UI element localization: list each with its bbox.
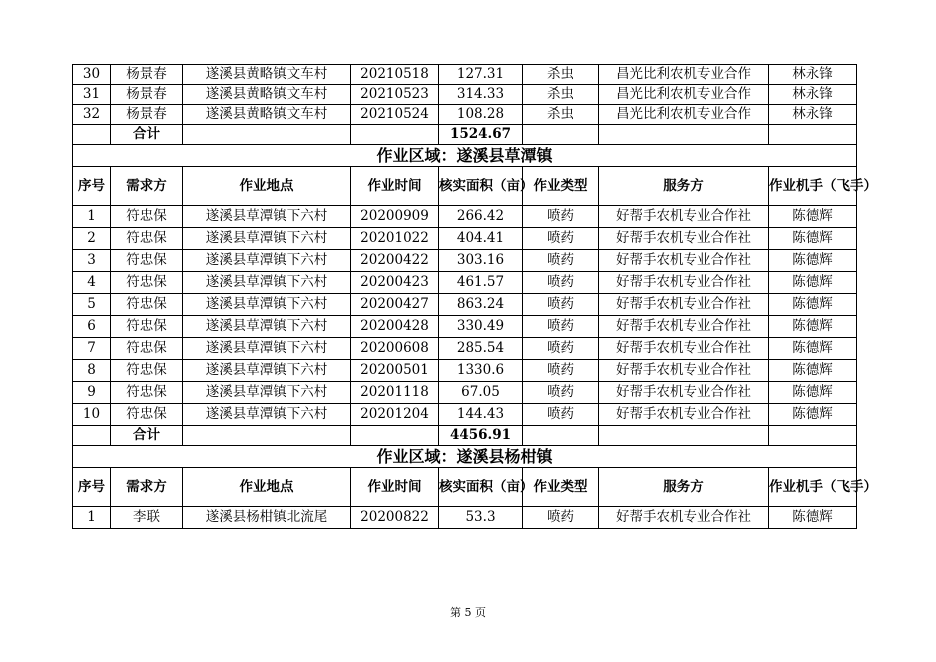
header-row	[73, 468, 857, 507]
empty-cell	[523, 426, 599, 446]
header-pilot: 作业机手（飞手）	[769, 468, 857, 507]
cell-pilot: 陈德辉	[769, 250, 857, 272]
cell-service: 好帮手农机专业合作社	[599, 382, 769, 404]
cell-demand: 符忠保	[111, 360, 183, 382]
cell-pilot: 陈德辉	[769, 228, 857, 250]
cell-date: 20201022	[351, 228, 439, 250]
cell-demand: 符忠保	[111, 294, 183, 316]
cell-area: 404.41	[439, 228, 523, 250]
cell-location: 遂溪县草潭镇下六村	[183, 360, 351, 382]
cell-pilot: 林永锋	[769, 105, 857, 125]
cell-demand: 符忠保	[111, 316, 183, 338]
cell-date: 20200428	[351, 316, 439, 338]
cell-demand: 符忠保	[111, 272, 183, 294]
cell-date: 20210518	[351, 65, 439, 85]
cell-type: 杀虫	[523, 85, 599, 105]
region-row	[73, 446, 857, 468]
table-row	[73, 250, 857, 272]
cell-service: 昌光比利农机专业合作	[599, 85, 769, 105]
cell-no: 2	[73, 228, 111, 250]
cell-area: 108.28	[439, 105, 523, 125]
empty-cell	[183, 125, 351, 145]
cell-no: 5	[73, 294, 111, 316]
cell-date: 20210523	[351, 85, 439, 105]
cell-demand: 杨景春	[111, 65, 183, 85]
cell-type: 杀虫	[523, 105, 599, 125]
cell-type: 喷药	[523, 250, 599, 272]
header-date: 作业时间	[351, 468, 439, 507]
header-location: 作业地点	[183, 468, 351, 507]
header-date: 作业时间	[351, 167, 439, 206]
cell-area: 53.3	[439, 507, 523, 529]
header-type: 作业类型	[523, 167, 599, 206]
cell-demand: 符忠保	[111, 250, 183, 272]
cell-location: 遂溪县草潭镇下六村	[183, 316, 351, 338]
empty-cell	[183, 426, 351, 446]
cell-area: 266.42	[439, 206, 523, 228]
cell-location: 遂溪县草潭镇下六村	[183, 228, 351, 250]
cell-area: 303.16	[439, 250, 523, 272]
cell-date: 20200608	[351, 338, 439, 360]
cell-no: 31	[73, 85, 111, 105]
empty-cell	[73, 125, 111, 145]
cell-date: 20200427	[351, 294, 439, 316]
cell-pilot: 陈德辉	[769, 338, 857, 360]
cell-pilot: 陈德辉	[769, 206, 857, 228]
table-row	[73, 338, 857, 360]
cell-demand: 符忠保	[111, 228, 183, 250]
cell-service: 昌光比利农机专业合作	[599, 65, 769, 85]
cell-date: 20200423	[351, 272, 439, 294]
cell-date: 20201118	[351, 382, 439, 404]
cell-area: 330.49	[439, 316, 523, 338]
header-no: 序号	[73, 468, 111, 507]
table-row	[73, 228, 857, 250]
table-row	[73, 294, 857, 316]
total-label: 合计	[111, 125, 183, 145]
cell-service: 好帮手农机专业合作社	[599, 507, 769, 529]
header-location: 作业地点	[183, 167, 351, 206]
table-row	[73, 105, 857, 125]
cell-location: 遂溪县草潭镇下六村	[183, 338, 351, 360]
cell-date: 20201204	[351, 404, 439, 426]
cell-location: 遂溪县草潭镇下六村	[183, 272, 351, 294]
table-row	[73, 382, 857, 404]
cell-type: 喷药	[523, 360, 599, 382]
cell-type: 杀虫	[523, 65, 599, 85]
cell-service: 好帮手农机专业合作社	[599, 206, 769, 228]
cell-location: 遂溪县草潭镇下六村	[183, 294, 351, 316]
cell-area: 314.33	[439, 85, 523, 105]
table-row	[73, 316, 857, 338]
cell-pilot: 陈德辉	[769, 404, 857, 426]
cell-demand: 符忠保	[111, 338, 183, 360]
cell-demand: 符忠保	[111, 206, 183, 228]
cell-type: 喷药	[523, 404, 599, 426]
cell-location: 遂溪县草潭镇下六村	[183, 250, 351, 272]
cell-area: 127.31	[439, 65, 523, 85]
cell-service: 好帮手农机专业合作社	[599, 294, 769, 316]
cell-type: 喷药	[523, 338, 599, 360]
cell-pilot: 陈德辉	[769, 507, 857, 529]
cell-service: 好帮手农机专业合作社	[599, 360, 769, 382]
cell-demand: 杨景春	[111, 105, 183, 125]
cell-type: 喷药	[523, 272, 599, 294]
cell-demand: 李联	[111, 507, 183, 529]
cell-pilot: 陈德辉	[769, 360, 857, 382]
cell-demand: 杨景春	[111, 85, 183, 105]
table-row	[73, 206, 857, 228]
cell-pilot: 陈德辉	[769, 382, 857, 404]
cell-no: 1	[73, 507, 111, 529]
cell-no: 8	[73, 360, 111, 382]
cell-date: 20210524	[351, 105, 439, 125]
cell-pilot: 林永锋	[769, 85, 857, 105]
table-row	[73, 507, 857, 529]
empty-cell	[599, 426, 769, 446]
cell-area: 461.57	[439, 272, 523, 294]
cell-no: 7	[73, 338, 111, 360]
cell-no: 3	[73, 250, 111, 272]
cell-type: 喷药	[523, 382, 599, 404]
cell-location: 遂溪县黄略镇文车村	[183, 85, 351, 105]
cell-service: 好帮手农机专业合作社	[599, 228, 769, 250]
header-area: 核实面积（亩）	[439, 468, 523, 507]
region-title: 作业区域：遂溪县草潭镇	[73, 145, 857, 167]
cell-service: 好帮手农机专业合作社	[599, 404, 769, 426]
empty-cell	[523, 125, 599, 145]
cell-date: 20200909	[351, 206, 439, 228]
header-demand: 需求方	[111, 167, 183, 206]
empty-cell	[599, 125, 769, 145]
cell-area: 285.54	[439, 338, 523, 360]
cell-no: 32	[73, 105, 111, 125]
cell-type: 喷药	[523, 507, 599, 529]
cell-pilot: 林永锋	[769, 65, 857, 85]
cell-pilot: 陈德辉	[769, 294, 857, 316]
cell-area: 863.24	[439, 294, 523, 316]
cell-demand: 符忠保	[111, 382, 183, 404]
cell-area: 144.43	[439, 404, 523, 426]
header-row	[73, 167, 857, 206]
cell-area: 67.05	[439, 382, 523, 404]
cell-no: 4	[73, 272, 111, 294]
cell-no: 1	[73, 206, 111, 228]
table-row	[73, 404, 857, 426]
total-row	[73, 125, 857, 145]
header-pilot: 作业机手（飞手）	[769, 167, 857, 206]
cell-area: 1330.6	[439, 360, 523, 382]
cell-location: 遂溪县草潭镇下六村	[183, 206, 351, 228]
operations-table	[72, 64, 877, 529]
cell-type: 喷药	[523, 316, 599, 338]
table-row	[73, 360, 857, 382]
cell-service: 好帮手农机专业合作社	[599, 272, 769, 294]
cell-location: 遂溪县黄略镇文车村	[183, 65, 351, 85]
header-type: 作业类型	[523, 468, 599, 507]
header-service: 服务方	[599, 167, 769, 206]
cell-service: 好帮手农机专业合作社	[599, 250, 769, 272]
cell-service: 好帮手农机专业合作社	[599, 338, 769, 360]
cell-no: 30	[73, 65, 111, 85]
total-row	[73, 426, 857, 446]
cell-date: 20200822	[351, 507, 439, 529]
cell-service: 好帮手农机专业合作社	[599, 316, 769, 338]
header-area: 核实面积（亩）	[439, 167, 523, 206]
table-row	[73, 65, 857, 85]
cell-date: 20200501	[351, 360, 439, 382]
cell-location: 遂溪县杨柑镇北流尾	[183, 507, 351, 529]
total-area: 4456.91	[439, 426, 523, 446]
page-number: 第 5 页	[450, 606, 486, 619]
cell-pilot: 陈德辉	[769, 272, 857, 294]
cell-type: 喷药	[523, 206, 599, 228]
table-row	[73, 272, 857, 294]
cell-location: 遂溪县黄略镇文车村	[183, 105, 351, 125]
empty-cell	[769, 125, 857, 145]
total-label: 合计	[111, 426, 183, 446]
cell-pilot: 陈德辉	[769, 316, 857, 338]
cell-demand: 符忠保	[111, 404, 183, 426]
empty-cell	[351, 125, 439, 145]
cell-type: 喷药	[523, 228, 599, 250]
cell-type: 喷药	[523, 294, 599, 316]
header-demand: 需求方	[111, 468, 183, 507]
cell-no: 6	[73, 316, 111, 338]
empty-cell	[351, 426, 439, 446]
total-area: 1524.67	[439, 125, 523, 145]
cell-no: 10	[73, 404, 111, 426]
table-row	[73, 85, 857, 105]
empty-cell	[769, 426, 857, 446]
cell-date: 20200422	[351, 250, 439, 272]
region-title: 作业区域：遂溪县杨柑镇	[73, 446, 857, 468]
cell-location: 遂溪县草潭镇下六村	[183, 382, 351, 404]
cell-no: 9	[73, 382, 111, 404]
header-service: 服务方	[599, 468, 769, 507]
cell-service: 昌光比利农机专业合作	[599, 105, 769, 125]
header-no: 序号	[73, 167, 111, 206]
cell-location: 遂溪县草潭镇下六村	[183, 404, 351, 426]
empty-cell	[73, 426, 111, 446]
region-row	[73, 145, 857, 167]
